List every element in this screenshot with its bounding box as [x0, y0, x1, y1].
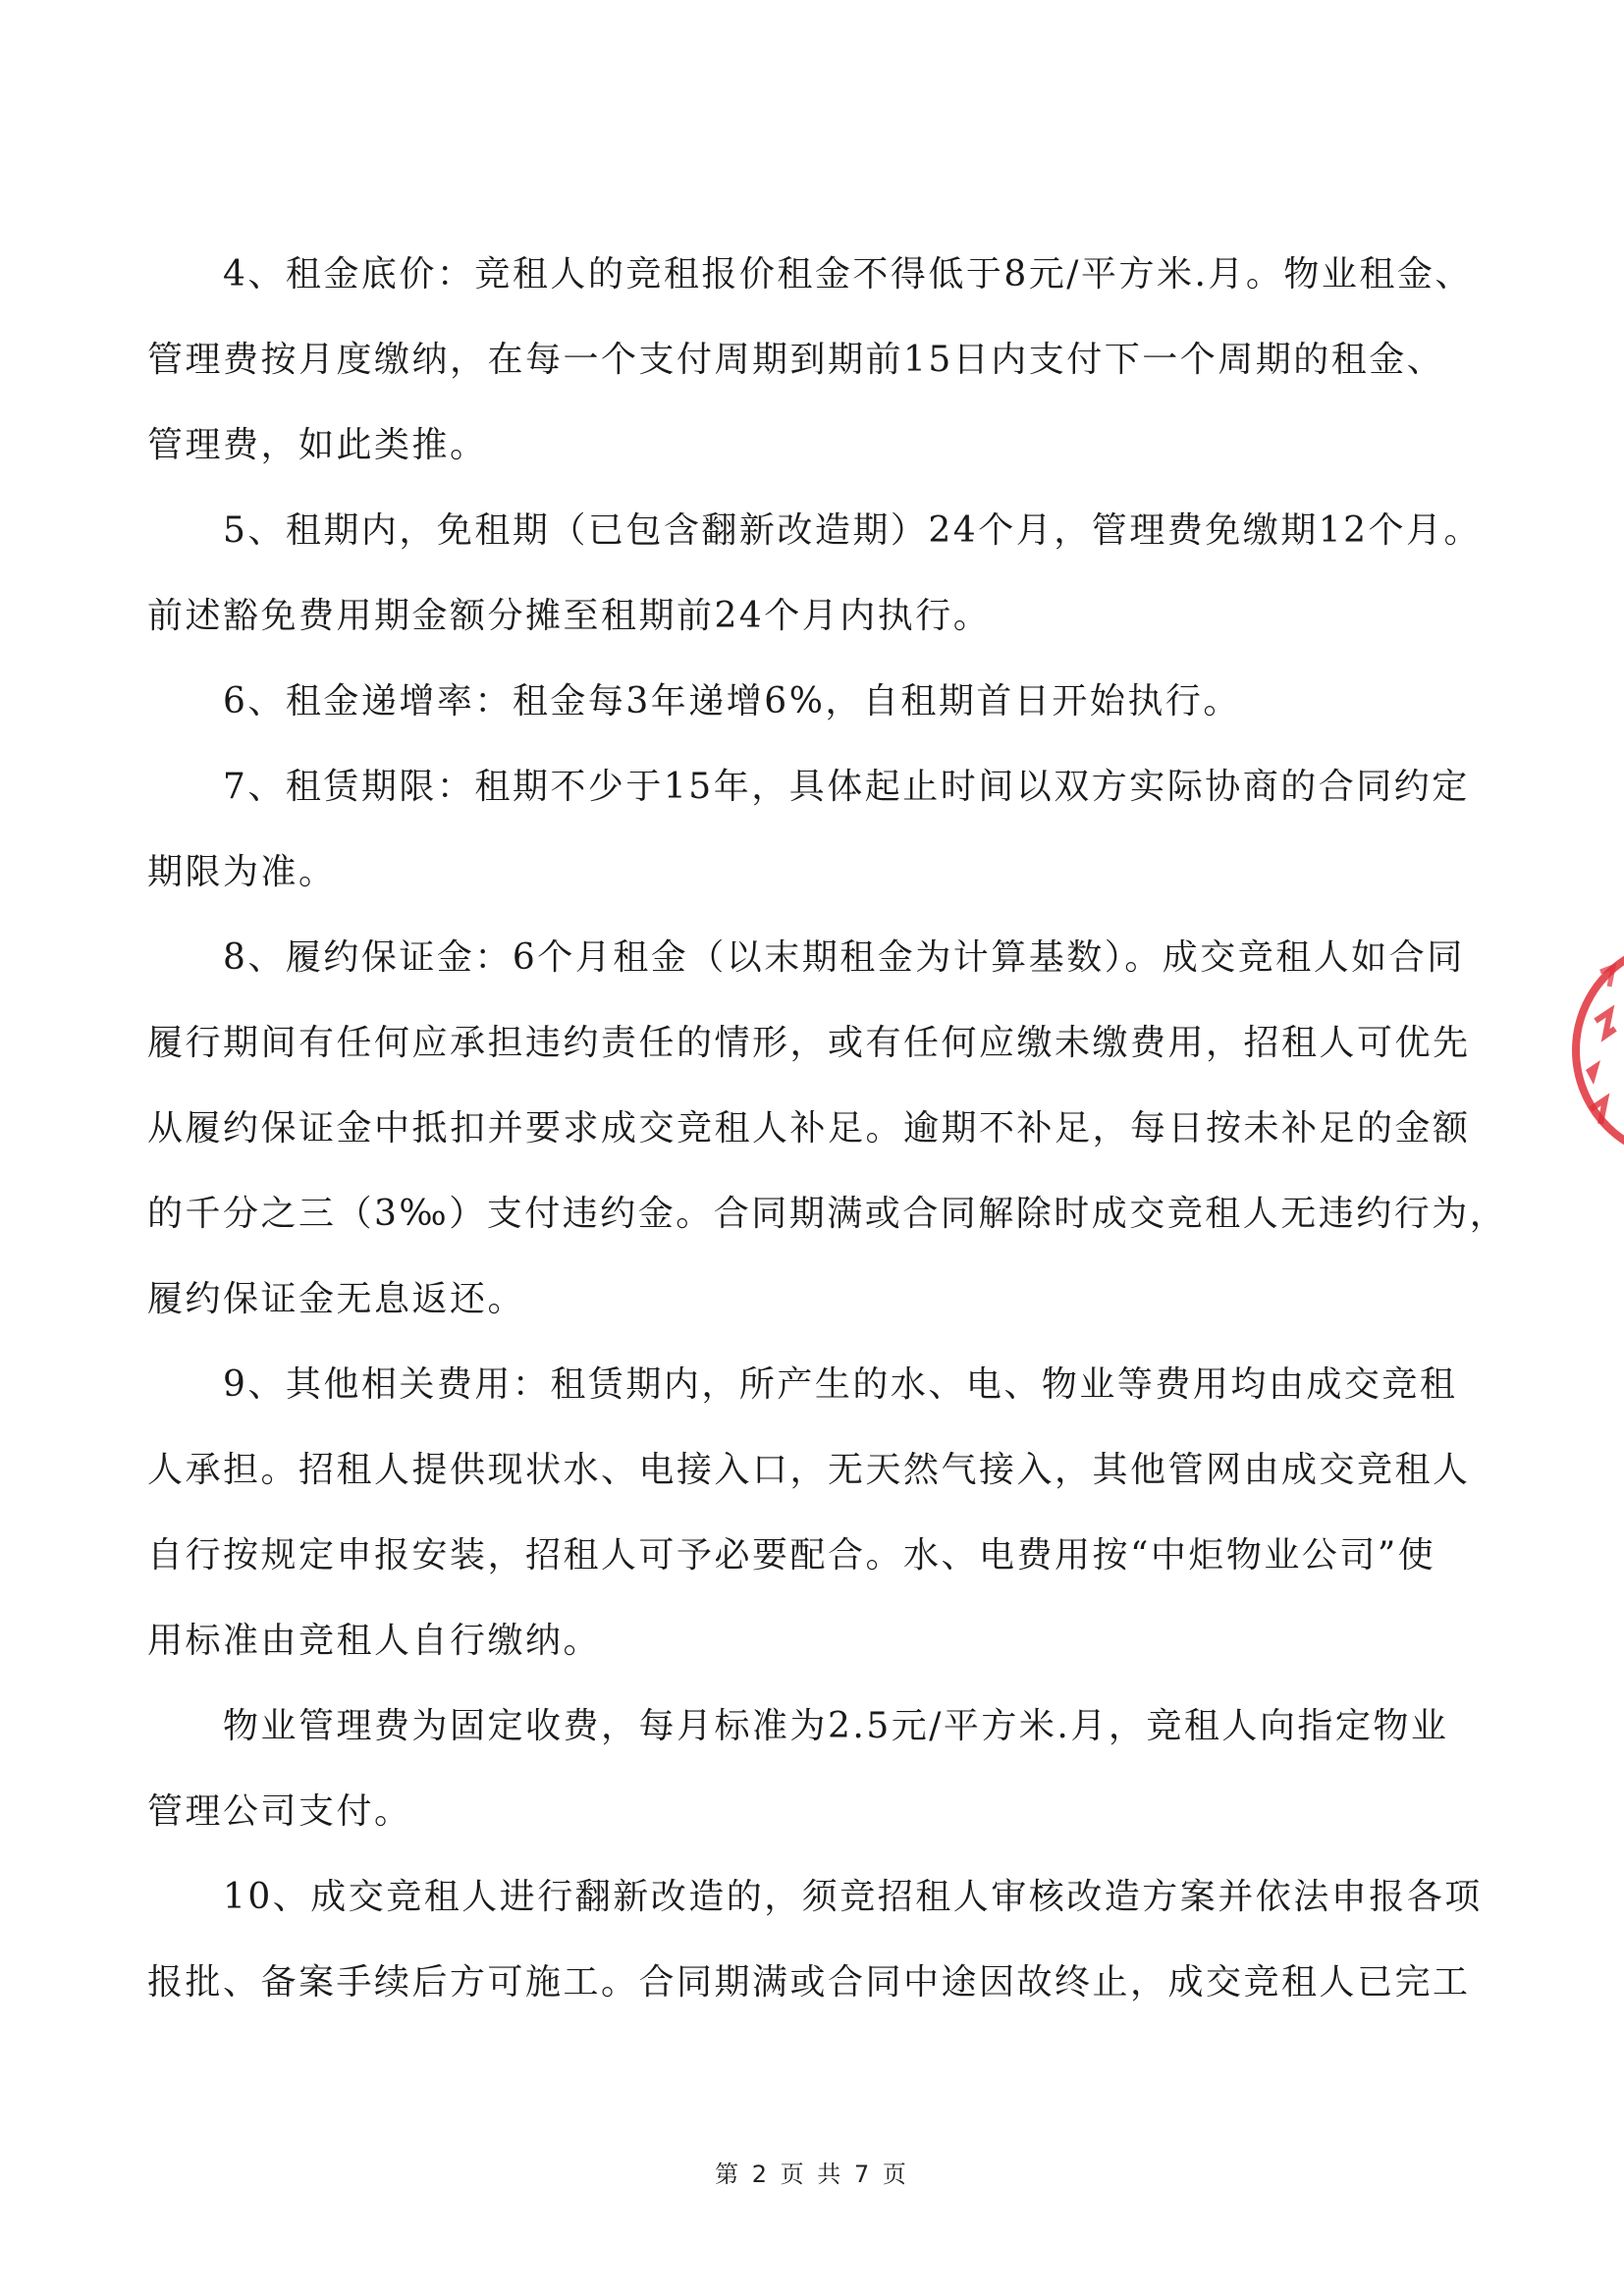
- text-line: 从履约保证金中抵扣并要求成交竞租人补足。逾期不补足，每日按未补足的金额: [147, 1108, 1471, 1148]
- page-number: 第 2 页 共 7 页: [715, 2161, 909, 2188]
- text-line: 报批、备案手续后方可施工。合同期满或合同中途因故终止，成交竞租人已完工: [147, 1962, 1471, 2002]
- seal-stamp-icon: [1566, 913, 1624, 1188]
- text-line: 管理公司支付。: [147, 1791, 412, 1832]
- text-line: 6、租金递增率：租金每3年递增6%，自租期首日开始执行。: [223, 681, 1241, 721]
- text-line: 履约保证金无息返还。: [147, 1279, 526, 1319]
- text-line: 8、履约保证金：6个月租金（以末期租金为计算基数）。成交竞租人如合同: [223, 937, 1465, 978]
- text-line: 的千分之三（3‰）支付违约金。合同期满或合同解除时成交竞租人无违约行为，: [147, 1194, 1508, 1234]
- text-line: 用标准由竞租人自行缴纳。: [147, 1621, 602, 1661]
- text-line: 自行按规定申报安装，招租人可予必要配合。水、电费用按“中炬物业公司”使: [147, 1535, 1436, 1575]
- text-line: 履行期间有任何应承担违约责任的情形，或有任何应缴未缴费用，招租人可优先: [147, 1023, 1471, 1063]
- text-line: 管理费，如此类推。: [147, 425, 488, 465]
- text-line: 人承担。招租人提供现状水、电接入口，无天然气接入，其他管网由成交竞租人: [147, 1450, 1471, 1490]
- text-line: 7、租赁期限：租期不少于15年，具体起止时间以双方实际协商的合同约定: [223, 767, 1470, 807]
- text-line: 4、租金底价：竞租人的竞租报价租金不得低于8元/平方米.月。物业租金、: [223, 254, 1473, 294]
- text-line: 10、成交竞租人进行翻新改造的，须竞招租人审核改造方案并依法申报各项: [223, 1877, 1483, 1917]
- text-line: 9、其他相关费用：租赁期内，所产生的水、电、物业等费用均由成交竞租: [223, 1364, 1458, 1405]
- text-line: 前述豁免费用期金额分摊至租期前24个月内执行。: [147, 596, 992, 636]
- text-line: 物业管理费为固定收费，每月标准为2.5元/平方米.月，竞租人向指定物业: [223, 1706, 1449, 1746]
- text-line: 5、租期内，免租期（已包含翻新改造期）24个月，管理费免缴期12个月。: [223, 510, 1483, 551]
- text-line: 管理费按月度缴纳，在每一个支付周期到期前15日内支付下一个周期的租金、: [147, 340, 1445, 380]
- text-line: 期限为准。: [147, 852, 337, 892]
